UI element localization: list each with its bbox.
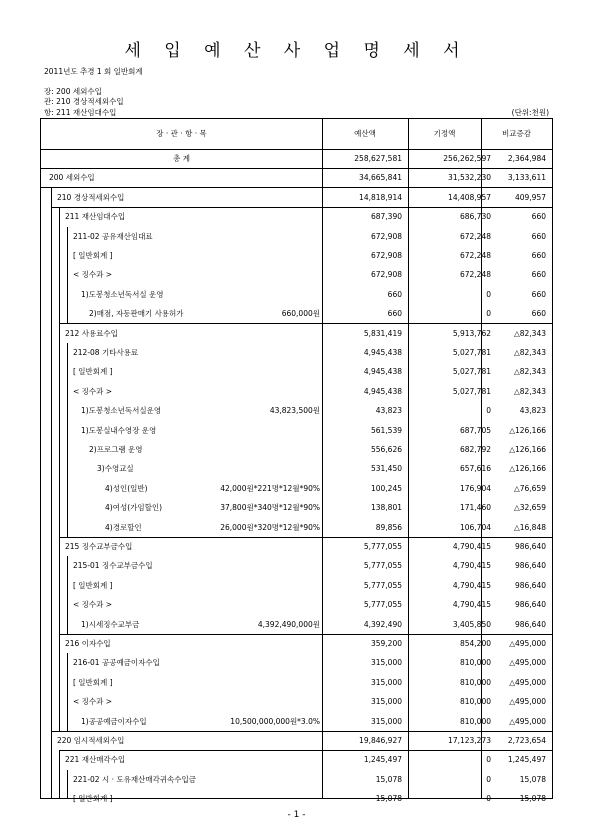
header-budget: 예산액: [354, 129, 376, 138]
row-budget: 315,000: [370, 677, 402, 687]
row-note: 37,800원*340명*12월*90%: [220, 503, 320, 513]
row-label: < 징수과 >: [73, 600, 113, 610]
row-note: 660,000원: [281, 309, 320, 319]
table-row: [41, 304, 552, 323]
row-previous: 256,262,597: [443, 154, 491, 163]
row-budget: 138,801: [370, 503, 402, 513]
row-budget: 14,818,914: [359, 192, 402, 202]
table-row: [41, 440, 552, 459]
table-row: [41, 673, 552, 692]
row-diff: 986,640: [514, 580, 546, 590]
row-budget: 100,245: [370, 483, 402, 493]
header-item: 장 · 관 · 항 · 목: [156, 129, 207, 138]
table-row: [41, 518, 552, 537]
row-diff: 2,723,654: [507, 736, 546, 745]
row-budget: 4,392,490: [363, 619, 402, 629]
row-previous: 31,532,230: [448, 173, 491, 183]
row-previous: 810,000: [459, 677, 491, 687]
row-diff: △495,000: [509, 658, 546, 668]
row-budget: 4,945,438: [363, 367, 402, 377]
table-row: [41, 459, 552, 478]
row-diff: 986,640: [514, 600, 546, 610]
row-label: [ 일반회계 ]: [73, 580, 113, 590]
row-label: 4)성인(일반): [105, 483, 148, 493]
table-row: [41, 770, 552, 789]
row-budget: 315,000: [370, 658, 402, 668]
row-previous: 0: [486, 289, 491, 299]
table-row: [41, 537, 552, 556]
row-budget: 687,390: [370, 212, 402, 222]
row-budget: 315,000: [370, 697, 402, 707]
document-title: 세 입 예 산 사 업 명 세 서: [124, 41, 469, 61]
row-budget: 5,777,055: [363, 542, 402, 551]
table-row: [41, 382, 552, 401]
row-diff: △16,848: [513, 522, 546, 532]
hierarchy-guide: [67, 653, 68, 731]
row-diff: △495,000: [509, 677, 546, 687]
row-separator: [59, 750, 552, 751]
table-row: [41, 576, 552, 595]
row-diff: 986,640: [514, 619, 546, 629]
row-budget: 34,665,841: [359, 173, 402, 183]
hierarchy-guide: [51, 188, 52, 798]
row-label: 1)도봉청소년독서실운영: [81, 406, 162, 416]
row-label: 211-02 공유재산임대료: [73, 231, 153, 241]
row-previous: 106,704: [459, 522, 491, 532]
row-previous: 0: [486, 755, 491, 765]
row-label: [ 일반회계 ]: [73, 794, 113, 804]
budget-line: 2011년도 추경 1 회 일반회계: [44, 67, 143, 76]
row-label: 212 사용료수입: [65, 328, 118, 338]
row-diff: △76,659: [513, 483, 546, 493]
row-separator: [41, 187, 552, 188]
row-budget: 359,200: [370, 639, 402, 648]
unit-label: (단위:천원): [511, 108, 549, 117]
table-row: [41, 653, 552, 672]
row-diff: 2,364,984: [507, 154, 546, 163]
row-label: 2)매점, 자동판매기 사용허가: [89, 309, 184, 319]
table-row: [41, 168, 552, 187]
row-diff: △495,000: [509, 697, 546, 707]
row-note: 4,392,490,000원: [257, 619, 320, 629]
row-diff: 986,640: [514, 561, 546, 571]
row-previous: 672,248: [459, 231, 491, 241]
row-separator: [59, 634, 552, 635]
jang-line: 장: 200 세외수입: [44, 87, 102, 96]
row-label: 1)공공예금이자수입: [81, 716, 147, 726]
row-diff: 660: [531, 231, 546, 241]
row-label: 215 징수교부금수입: [65, 542, 133, 551]
row-diff: △126,166: [509, 445, 546, 454]
table-row: [41, 556, 552, 575]
row-previous: 0: [486, 406, 491, 416]
row-diff: 43,823: [519, 406, 546, 416]
table-row: [41, 324, 552, 343]
row-diff: 409,957: [514, 192, 546, 202]
row-label: [ 일반회계 ]: [73, 367, 113, 377]
table-row: [41, 750, 552, 769]
hierarchy-guide: [59, 750, 60, 798]
row-previous: 686,730: [459, 212, 491, 222]
table-row: [41, 149, 552, 168]
row-diff: 660: [531, 270, 546, 280]
table-row: [41, 401, 552, 420]
row-diff: 660: [531, 309, 546, 319]
row-label: 200 세외수입: [49, 173, 95, 183]
row-budget: 15,078: [375, 794, 402, 804]
row-previous: 810,000: [459, 716, 491, 726]
row-note: 42,000원*221명*12월*90%: [220, 483, 320, 493]
row-label: 216 이자수입: [65, 639, 111, 648]
table-row: [41, 615, 552, 634]
table-row: [41, 595, 552, 614]
table-row: [41, 246, 552, 265]
hierarchy-guide: [67, 770, 68, 798]
row-label: < 징수과 >: [73, 270, 113, 280]
table-row: [41, 207, 552, 226]
row-budget: 556,626: [370, 445, 402, 454]
table-row: [41, 421, 552, 440]
gwan-line: 관: 210 경상적세외수입: [44, 97, 124, 106]
row-label: 212-08 기타사용료: [73, 348, 139, 357]
row-separator: [59, 323, 552, 324]
table-row: [41, 712, 552, 731]
table-row: [41, 227, 552, 246]
row-previous: 810,000: [459, 697, 491, 707]
row-budget: 5,777,055: [363, 580, 402, 590]
row-previous: 5,027,781: [452, 386, 491, 396]
row-label: 211 재산임대수입: [65, 212, 126, 222]
row-diff: 1,245,497: [507, 755, 546, 765]
row-previous: 657,616: [459, 464, 491, 474]
row-budget: 258,627,581: [354, 154, 402, 163]
row-budget: 531,450: [370, 464, 402, 474]
row-budget: 89,856: [375, 522, 402, 532]
row-label: [ 일반회계 ]: [73, 251, 113, 260]
row-diff: △82,343: [513, 328, 546, 338]
row-diff: △32,659: [513, 503, 546, 513]
row-previous: 17,123,273: [448, 736, 491, 745]
hang-line: 항: 211 재산임대수입: [44, 108, 117, 117]
header-diff: 비교증감: [502, 129, 531, 138]
row-label: 총 계: [173, 154, 190, 163]
row-budget: 15,078: [375, 774, 402, 784]
table-row: [41, 731, 552, 750]
row-budget: 5,777,055: [363, 561, 402, 571]
row-diff: 15,078: [519, 774, 546, 784]
row-note: 10,500,000,000원*3.0%: [230, 716, 320, 726]
row-budget: 4,945,438: [363, 348, 402, 357]
row-budget: 5,831,419: [363, 328, 402, 338]
row-separator: [41, 168, 552, 169]
row-diff: △495,000: [509, 639, 546, 648]
header-previous: 기정액: [433, 129, 456, 138]
row-label: 221 재산매각수입: [65, 755, 126, 765]
row-label: < 징수과 >: [73, 386, 113, 396]
row-previous: 672,248: [459, 270, 491, 280]
row-label: 4)여성(가임할인): [105, 503, 163, 513]
row-diff: 3,133,611: [507, 173, 546, 183]
row-label: 4)경로할인: [105, 522, 142, 532]
row-budget: 561,539: [370, 425, 402, 435]
row-label: 216-01 공공예금이자수입: [73, 658, 160, 668]
budget-table: [40, 118, 553, 804]
hierarchy-guide: [67, 343, 68, 537]
row-budget: 43,823: [375, 406, 402, 416]
row-previous: 5,027,781: [452, 348, 491, 357]
row-label: < 징수과 >: [73, 697, 113, 707]
row-label: 220 임시적세외수입: [57, 736, 125, 745]
row-diff: △82,343: [513, 386, 546, 396]
row-label: 221-02 시 · 도유재산매각귀속수입금: [73, 774, 197, 784]
row-diff: △126,166: [509, 464, 546, 474]
row-diff: △495,000: [509, 716, 546, 726]
row-separator: [51, 731, 552, 732]
row-note: 43,823,500원: [269, 406, 320, 416]
row-previous: 4,790,415: [452, 600, 491, 610]
table-row: [41, 362, 552, 381]
row-previous: 171,460: [459, 503, 491, 513]
row-previous: 0: [486, 794, 491, 804]
row-previous: 682,792: [459, 445, 491, 454]
row-diff: 660: [531, 251, 546, 260]
row-diff: △82,343: [513, 367, 546, 377]
row-budget: 5,777,055: [363, 600, 402, 610]
row-label: 210 경상적세외수입: [57, 192, 125, 202]
row-previous: 0: [486, 309, 491, 319]
row-budget: 672,908: [370, 231, 402, 241]
hierarchy-guide: [59, 207, 60, 731]
row-diff: 986,640: [514, 542, 546, 551]
row-separator: [51, 207, 552, 208]
table-row: [41, 285, 552, 304]
row-diff: 15,078: [519, 794, 546, 804]
row-budget: 315,000: [370, 716, 402, 726]
table-row: [41, 343, 552, 362]
row-note: 26,000원*320명*12월*90%: [220, 522, 320, 532]
row-previous: 854,200: [459, 639, 491, 648]
row-label: [ 일반회계 ]: [73, 677, 113, 687]
table-row: [41, 265, 552, 284]
row-separator: [41, 149, 552, 150]
row-previous: 5,027,781: [452, 367, 491, 377]
hierarchy-guide: [67, 227, 68, 324]
table-row: [41, 789, 552, 808]
row-budget: 672,908: [370, 270, 402, 280]
row-label: 3)수영교실: [97, 464, 134, 474]
table-row: [41, 692, 552, 711]
table-row: [41, 498, 552, 517]
table-row: [41, 634, 552, 653]
row-previous: 672,248: [459, 251, 491, 260]
row-diff: △126,166: [509, 425, 546, 435]
page-number: - 1 -: [287, 810, 306, 820]
row-label: 1)시세징수교부금: [81, 619, 140, 629]
row-previous: 4,790,415: [452, 542, 491, 551]
row-previous: 4,790,415: [452, 561, 491, 571]
row-previous: 14,408,957: [448, 192, 491, 202]
row-budget: 4,945,438: [363, 386, 402, 396]
row-label: 2)프로그램 운영: [89, 445, 143, 454]
row-separator: [59, 537, 552, 538]
row-label: 1)도봉실내수영장 운영: [81, 425, 157, 435]
row-previous: 5,913,762: [452, 328, 491, 338]
row-budget: 1,245,497: [363, 755, 402, 765]
row-previous: 687,705: [459, 425, 491, 435]
row-diff: 660: [531, 289, 546, 299]
table-header: [41, 119, 552, 150]
row-previous: 176,904: [459, 483, 491, 493]
table-row: [41, 479, 552, 498]
row-previous: 4,790,415: [452, 580, 491, 590]
row-label: 215-01 징수교부금수입: [73, 561, 153, 571]
row-label: 1)도봉청소년독서실 운영: [81, 289, 164, 299]
table-row: [41, 188, 552, 207]
row-budget: 19,846,927: [359, 736, 402, 745]
row-previous: 0: [486, 774, 491, 784]
row-diff: △82,343: [513, 348, 546, 357]
row-budget: 660: [387, 289, 402, 299]
row-diff: 660: [531, 212, 546, 222]
row-previous: 3,405,850: [452, 619, 491, 629]
row-budget: 672,908: [370, 251, 402, 260]
hierarchy-guide: [67, 556, 68, 634]
row-budget: 660: [387, 309, 402, 319]
row-previous: 810,000: [459, 658, 491, 668]
